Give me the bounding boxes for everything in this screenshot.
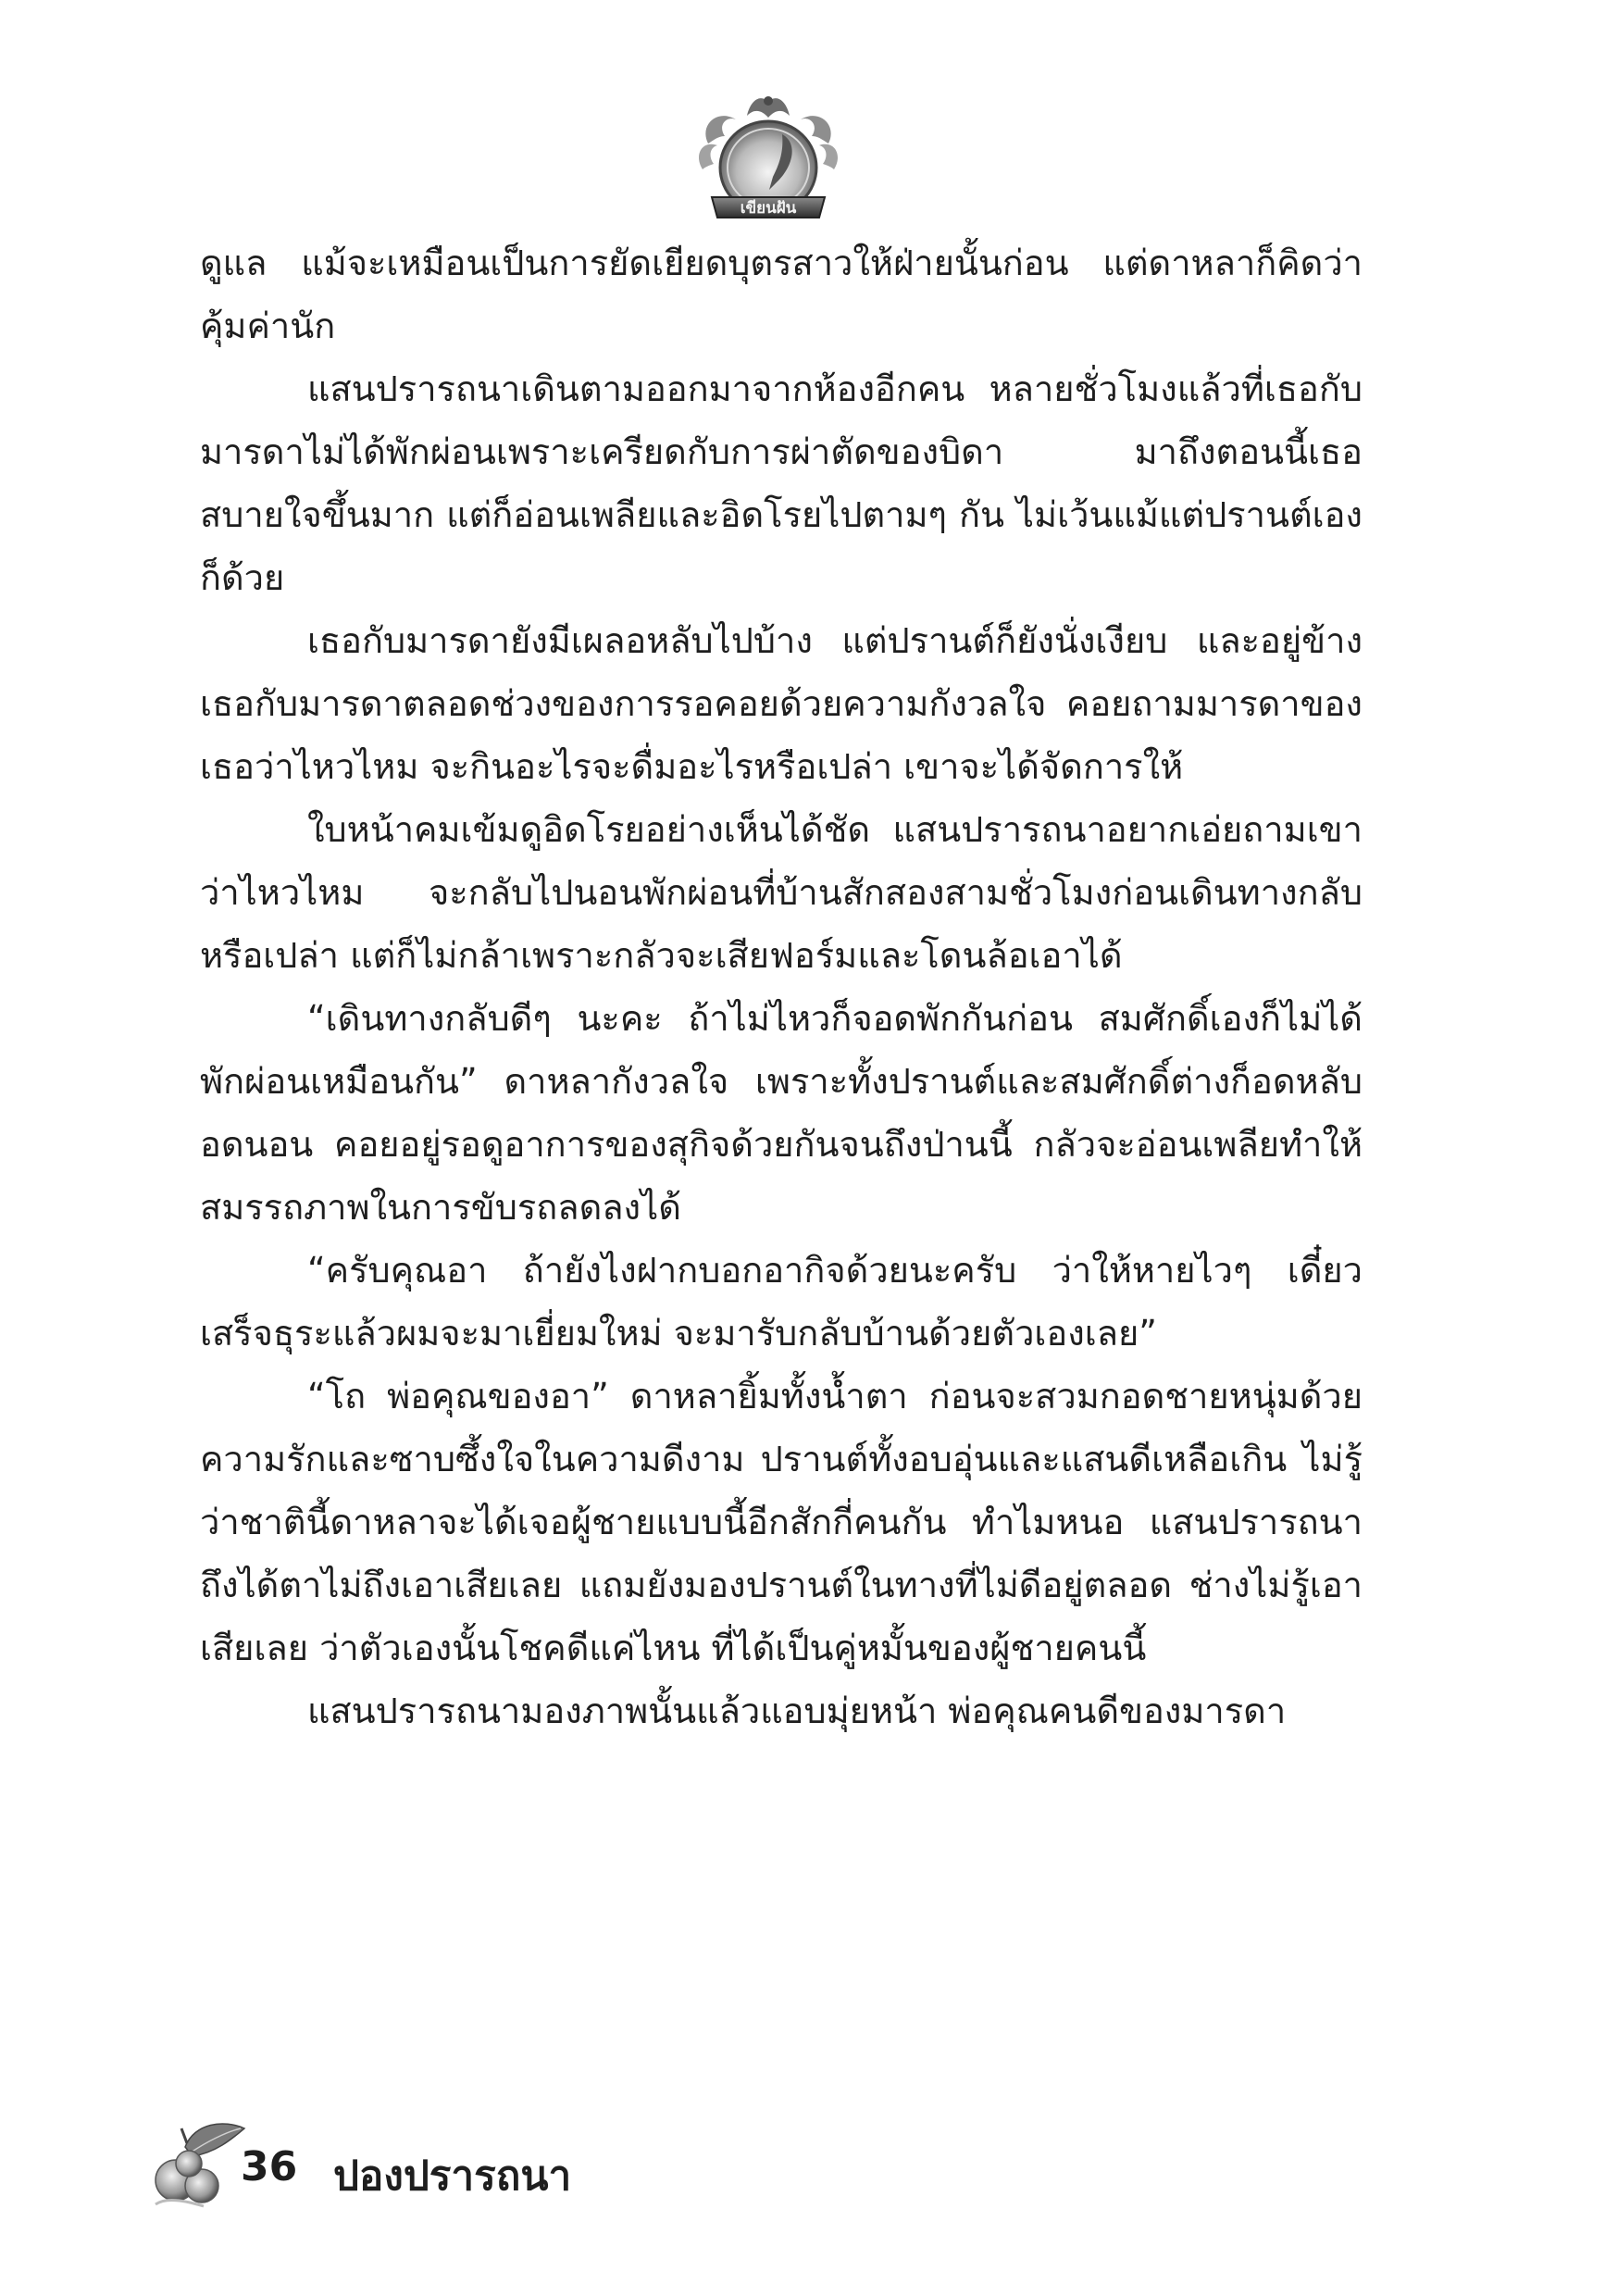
svg-text:เขียนฝัน: เขียนฝัน <box>740 199 797 218</box>
paragraph-1: ดูแล แม้จะเหมือนเป็นการยัดเยียดบุตรสาวให้ฝ่ายนั้นก่อน แต่ดาหลาก็คิดว่าคุ้มค่านัก <box>200 243 1363 346</box>
book-title: ปองปรารถนา <box>333 2152 572 2200</box>
paragraph-4: ใบหน้าคมเข้มดูอิดโรยอย่างเห็นได้ชัด แสนปรารถนาอยากเอ่ยถามเขาว่าไหวไหม จะกลับไปนอนพักผ่อนที่บ้านสักสองสามชั่วโมงก่อนเดินทางกลับหรือเปล่า แต่ก็ไม่กล้าเพราะกลัวจะเสียฟอร์มและโดนล้อเอาได้ <box>200 809 1363 976</box>
paragraph-7: “โถ พ่อคุณของอา” ดาหลายิ้มทั้งน้ำตา ก่อนจะสวมกอดชายหนุ่มด้วยความรักและซาบซึ้งใจในความดีงาม ปรานต์ทั้งอบอุ่นและแสนดีเหลือเกิน ไม่รู้ว่าชาตินี้ดาหลาจะได้เจอผู้ชายแบบนี้อีกสักกี่คนกัน ทำไมหนอ แสนปรารถนาถึงได้ตาไม่ถึงเอาเสียเลย แถมยังมองปรานต์ในทางที่ไม่ดีอยู่ตลอด ช่างไม่รู้เอาเสียเลย ว่าตัวเองนั้นโชคดีแค่ไหน ที่ได้เป็นคู่หมั้นของผู้ชายคนนี้ <box>200 1376 1363 1668</box>
paragraph-5: “เดินทางกลับดีๆ นะคะ ถ้าไม่ไหวก็จอดพักกันก่อน สมศักดิ์เองก็ไม่ได้พักผ่อนเหมือนกัน” ดาหลากังวลใจ เพราะทั้งปรานต์และสมศักดิ์ต่างก็อดหลับอดนอน คอยอยู่รอดูอาการของสุกิจด้วยกันจนถึงป่านนี้ กลัวจะอ่อนเพลียทำให้สมรรถภาพในการขับรถลดลงได้ <box>200 998 1363 1228</box>
paragraph-8: แสนปรารถนามองภาพนั้นแล้วแอบมุ่ยหน้า พ่อคุณคนดีของมารดา <box>307 1691 1287 1731</box>
paragraph-6: “ครับคุณอา ถ้ายังไงฝากบอกอากิจด้วยนะครับ ว่าให้หายไวๆ เดี๋ยวเสร็จธุระแล้วผมจะมาเยี่ยมใหม่ จะมารับกลับบ้านด้วยตัวเองเลย” <box>200 1250 1363 1354</box>
paragraph-3: เธอกับมารดายังมีเผลอหลับไปบ้าง แต่ปรานต์ก็ยังนั่งเงียบ และอยู่ข้างเธอกับมารดาตลอดช่วงของการรอคอยด้วยความกังวลใจ คอยถามมารดาของเธอว่าไหวไหม จะกินอะไรจะดื่มอะไรหรือเปล่า เขาจะได้จัดการให้ <box>200 620 1363 787</box>
paragraph-2: แสนปรารถนาเดินตามออกมาจากห้องอีกคน หลายชั่วโมงแล้วที่เธอกับมารดาไม่ได้พักผ่อนเพราะเครียดกับการผ่าตัดของบิดา มาถึงตอนนี้เธอสบายใจขึ้นมาก แต่ก็อ่อนเพลียและอิดโรยไปตามๆ กัน ไม่เว้นแม้แต่ปรานต์เองก็ด้วย <box>200 368 1363 598</box>
page-number: 36 <box>241 2143 298 2190</box>
body-text <box>200 231 1363 1742</box>
page-footer <box>148 2115 703 2217</box>
fruit-leaf-icon <box>148 2115 250 2217</box>
publisher-logo-icon <box>690 88 847 227</box>
